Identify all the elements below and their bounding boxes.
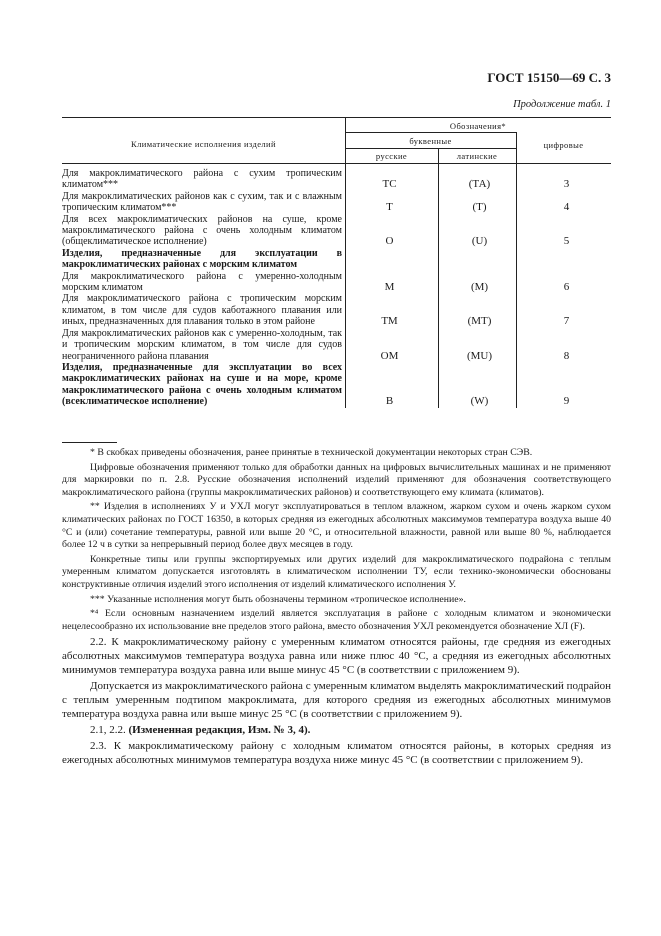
- row-digit-code: 3: [563, 178, 570, 191]
- footnote: ** Изделия в исполнениях У и УХЛ могут эксплуатироваться в теплом влажном, жарком сухом и очень жарком сухом климатических районах по ГОСТ 16350, в которых средняя из ежегодных абсолютных максимумов температура воздуха выше 40 °С и (или) сочетание температуры, равной или выше 20 °С, и относительной влажности, равной или выше 80 %, наблюдается более 12 ч в сутки за непрерывный период более двух месяцев в году.: [62, 501, 611, 551]
- page-text: [62, 447, 611, 769]
- header-designations: Обозначения*: [449, 121, 507, 131]
- row-latin-code: (МТ): [467, 315, 492, 328]
- table-body: [62, 164, 611, 408]
- row-russian-code: О: [385, 235, 394, 248]
- row-latin-code: (Т): [472, 201, 487, 214]
- row-digit-code: 5: [563, 235, 570, 248]
- header-climate-versions: Климатические исполнения изделий: [131, 139, 276, 149]
- row-digit-code: 7: [563, 315, 570, 328]
- header-letter: буквенные: [409, 136, 452, 146]
- table-row: [62, 214, 611, 248]
- row-digit-code: 8: [563, 349, 570, 362]
- header-russian: русские: [375, 151, 408, 161]
- amendment-text: (Измененная редакция, Изм. № 3, 4).: [128, 724, 311, 737]
- footnote: Конкретные типы или группы экспортируемых или других изделий для макроклиматического подрайона с теплым умеренным климатом допускается изготовлять в климатическом исполнении ТУ, если технико-экономически обоснованы конструктивные отличия изделий этого исполнения от изделий климатического исполнения У.: [62, 553, 611, 590]
- footnote-divider: [62, 442, 117, 443]
- section-heading-text: Изделия, предназначенные для эксплуатации в макроклиматических районах с морским климатом: [62, 247, 342, 271]
- footnote: Цифровые обозначения применяют только для обработки данных на цифровых вычислительных машинах и не применяют для маркировки по п. 2.8. Русские обозначения исполнений изделий применяют для обозначения соответствующего макроклиматического района (группы макроклиматических районов) и соответствующего ему климата (климатов).: [62, 461, 611, 498]
- footnote: * В скобках приведены обозначения, ранее принятые в технической документации некоторых стран СЭВ.: [90, 447, 533, 458]
- footnote: *** Указанные исполнения могут быть обозначены термином «тропическое исполнение».: [90, 593, 466, 605]
- row-digit-code: 4: [563, 201, 570, 214]
- row-description: Для макроклиматического района с умеренно-холодным морским климатом: [62, 270, 342, 294]
- document-header: ГОСТ 15150—69 С. 3: [487, 70, 611, 85]
- row-description: Для макроклиматического района с тропическим морским климатом, в том числе для судов каботажного плавания или иных, предназначенных для плавания только в этом районе: [62, 293, 342, 328]
- header-latin: латинские: [456, 151, 498, 161]
- row-latin-code: (MU): [466, 349, 493, 362]
- table-row: [62, 293, 611, 327]
- body-paragraph: 2.3. К макроклиматическому району с холодным климатом относятся районы, в которых средняя из ежегодных абсолютных минимумов температура воздуха ниже минус 45 °С (в соответствии с приложением 9).: [62, 740, 611, 767]
- row-latin-code: (ТА): [468, 178, 491, 191]
- table-section-heading: [62, 248, 611, 271]
- row-description: Изделия, предназначенные для эксплуатации во всех макроклиматических районах на суше и на море, кроме макроклиматического района с очень холодным климатом (всеклиматическое исполнение): [62, 361, 342, 408]
- row-description: Для макроклиматических районов как с сухим, так и с влажным тропическим климатом***: [62, 190, 342, 214]
- row-russian-code: В: [385, 395, 394, 408]
- table-header: [62, 117, 611, 164]
- table-row: [62, 191, 611, 214]
- header-digit: цифровые: [543, 140, 584, 150]
- row-description: Для макроклиматического района с сухим тропическим климатом***: [62, 168, 342, 191]
- row-russian-code: ТМ: [381, 315, 398, 328]
- table-continuation-label: Продолжение табл. 1: [513, 99, 611, 110]
- amendment-clauses: 2.1, 2.2.: [90, 724, 129, 737]
- table-row: [62, 362, 611, 408]
- table-row: [62, 271, 611, 294]
- row-description: Для макроклиматических районов как с умеренно-холодным, так и тропическим морским климатом, в том числе для судов неограниченного района плавания: [62, 327, 342, 362]
- row-russian-code: Т: [386, 201, 393, 214]
- table-row: [62, 168, 611, 191]
- body-paragraph: 2.2. К макроклиматическому району с умеренным климатом относятся районы, где средняя из ежегодных абсолютных максимумов температура воздуха равна или ниже плюс 40 °С, а средняя из ежегодных абсолютных минимумов температура воздуха равна или выше минус 45 °С (в соответствии с приложением 9).: [62, 636, 611, 677]
- row-russian-code: ТС: [382, 178, 397, 191]
- footnote: *⁴ Если основным назначением изделий является эксплуатация в районе с холодным климатом и экономически нецелесообразно их использование вне пределов этого района, вместо обозначения УХЛ рекомендуется обозначение ХЛ (F).: [62, 608, 611, 632]
- row-description: Для всех макроклиматических районов на суше, кроме макроклиматического района с очень холодным климатом (общеклиматическое исполнение): [62, 213, 342, 248]
- row-digit-code: 9: [563, 395, 570, 408]
- row-latin-code: (М): [470, 281, 489, 294]
- row-russian-code: ОМ: [380, 349, 399, 362]
- amendment-note: [62, 723, 611, 737]
- table-row: [62, 328, 611, 362]
- row-digit-code: 6: [563, 281, 570, 294]
- row-latin-code: (U): [471, 235, 488, 248]
- climate-table: [62, 117, 611, 408]
- row-latin-code: (W): [470, 395, 489, 408]
- row-russian-code: М: [384, 281, 395, 294]
- body-paragraph: Допускается из макроклиматического района с умеренным климатом выделять макроклиматический подрайон с теплым умеренным подтипом макроклимата, для которого средняя из ежегодных абсолютных минимумов температура воздуха равна или выше минус 25 °С (в соответствии с приложением 9).: [62, 680, 611, 721]
